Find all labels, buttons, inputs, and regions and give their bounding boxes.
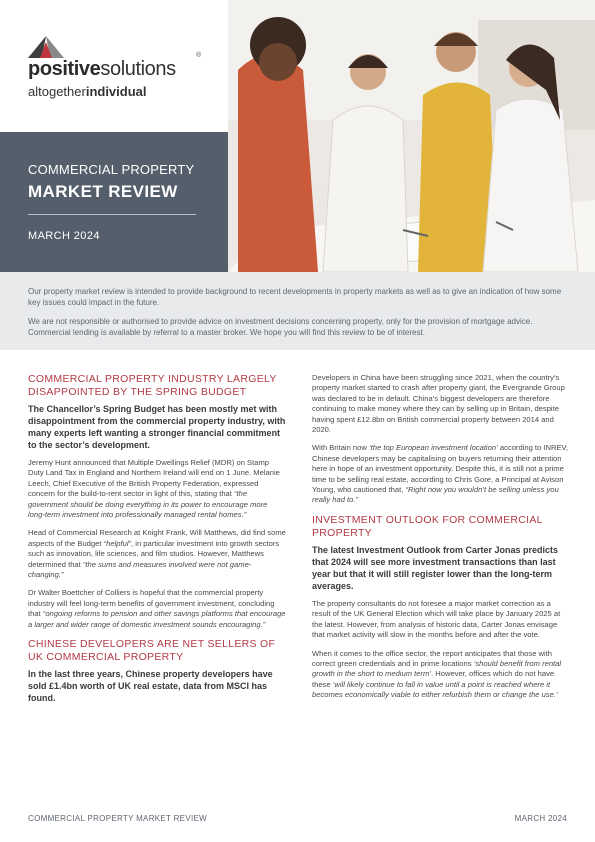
- disclaimer-paragraph: We are not responsible or authorised to provide advice on investment decisions concerning property, only for the provision of mortgage advice. Commercial lending is available by referral to a master broker. We hope you will find this review to be of interest.: [28, 317, 533, 337]
- team-meeting-photo: [228, 0, 595, 272]
- body-paragraph: Head of Commercial Research at Knight Frank, Will Matthews, did find some aspects of the Budget “helpful”, in particular investment into growth sectors such as innovation, life sciences, and film studios. However, Matthews determined that “the sums and measures involved were not game-changing.”: [28, 528, 286, 580]
- body-paragraph: Dr Walter Boettcher of Colliers is hopeful that the commercial property industry will feel long-term benefits of government investment, concluding that “ongoing reforms to pension and other savings platforms that encourage a larger and wider range of domestic investment sounds encouraging.”: [28, 588, 286, 629]
- logo-panel: [0, 0, 228, 132]
- body-paragraph: The property consultants do not foresee a major market correction as a result of the UK General Election which will take place by January 2025 at the latest. However, from analysis of historic data, Carter Jonas envisage that market activity will slow in the months before and after the vote.: [312, 598, 561, 640]
- footer-date: MARCH 2024: [514, 814, 567, 823]
- body-paragraph: When it comes to the office sector, the report anticipates that those with correct green credentials and in prime locations ‘should benefit from rental growth in the short to medium term’. However, offices which do not have these ‘will likely continue to fall in value until a point is reached where it becomes economically viable to either refurbish them or change the use.’: [312, 648, 562, 700]
- body-paragraph: With Britain now ‘the top European investment location’ according to INREV, Chinese developers may be capitalising on buyers returning their attention here in hope of an investment opportunity. Despite this, it is still not a prime time to be selling real estate, according to Chris Gore, a Principal at Avison Young, who cautioned that, “Right now you wouldn’t be selling unless you really had to.”: [312, 443, 568, 505]
- right-column: [312, 373, 570, 709]
- section-lead: The latest Investment Outlook from Carter Jonas predicts that 2024 will see more investment transactions than last year but that it will still register lower than the long-term averages.: [312, 544, 559, 591]
- section-lead: In the last three years, Chinese property developers have sold £1.4bn worth of UK real estate, data from MSCI has found.: [28, 669, 273, 704]
- title-panel: [0, 132, 228, 272]
- section-heading: COMMERCIAL PROPERTY INDUSTRY LARGELY DISAPPOINTED BY THE SPRING BUDGET: [28, 373, 277, 398]
- document-title-line1: COMMERCIAL PROPERTY: [28, 162, 195, 177]
- title-divider: [28, 214, 196, 215]
- brand-name: positivesolutions: [28, 58, 176, 80]
- section-heading: INVESTMENT OUTLOOK FOR COMMERCIAL PROPERTY: [312, 513, 543, 539]
- footer-title: COMMERCIAL PROPERTY MARKET REVIEW: [28, 814, 207, 823]
- body-paragraph: Developers in China have been struggling since 2021, when the country’s property market started to crash after property giant, the Evergrande Group was declared to be in default. China’s biggest developers are therefore continuing to make money where they can by selling up in Britain, despite having spent £12.8bn on British commercial property between 2014 and 2020.: [312, 373, 565, 435]
- intro-band: [0, 272, 595, 350]
- intro-paragraph: Our property market review is intended to provide background to recent developments in property markets as well as to give an indication of how some key issues could impact in the future.: [28, 287, 562, 307]
- registered-mark: ®: [196, 52, 202, 59]
- page-header: [0, 0, 595, 272]
- header-photo: [228, 0, 595, 272]
- brand-tagline: altogetherindividual: [28, 84, 147, 99]
- document-title-line2: MARKET REVIEW: [28, 182, 178, 201]
- document-date: MARCH 2024: [28, 230, 100, 242]
- logo-triangle-icon: [28, 36, 64, 58]
- body-paragraph: Jeremy Hunt announced that Multiple Dwellings Relief (MDR) on Stamp Duty Land Tax in England and Northern Ireland will end on 1 June. Melanie Leech, Chief Executive of the British Property Federation, expressed concern for the build-to-rent sector in light of this, stating that “the government should be doing everything in its power to encourage more long-term investment into professionally managed rental homes.”: [28, 458, 280, 520]
- section-heading: CHINESE DEVELOPERS ARE NET SELLERS OF UK COMMERCIAL PROPERTY: [28, 638, 276, 664]
- left-column: [28, 373, 286, 711]
- section-lead: The Chancellor’s Spring Budget has been mostly met with disappointment from the commercial property industry, with many experts left wanting a stronger financial commitment to the sector’s development.: [28, 404, 286, 450]
